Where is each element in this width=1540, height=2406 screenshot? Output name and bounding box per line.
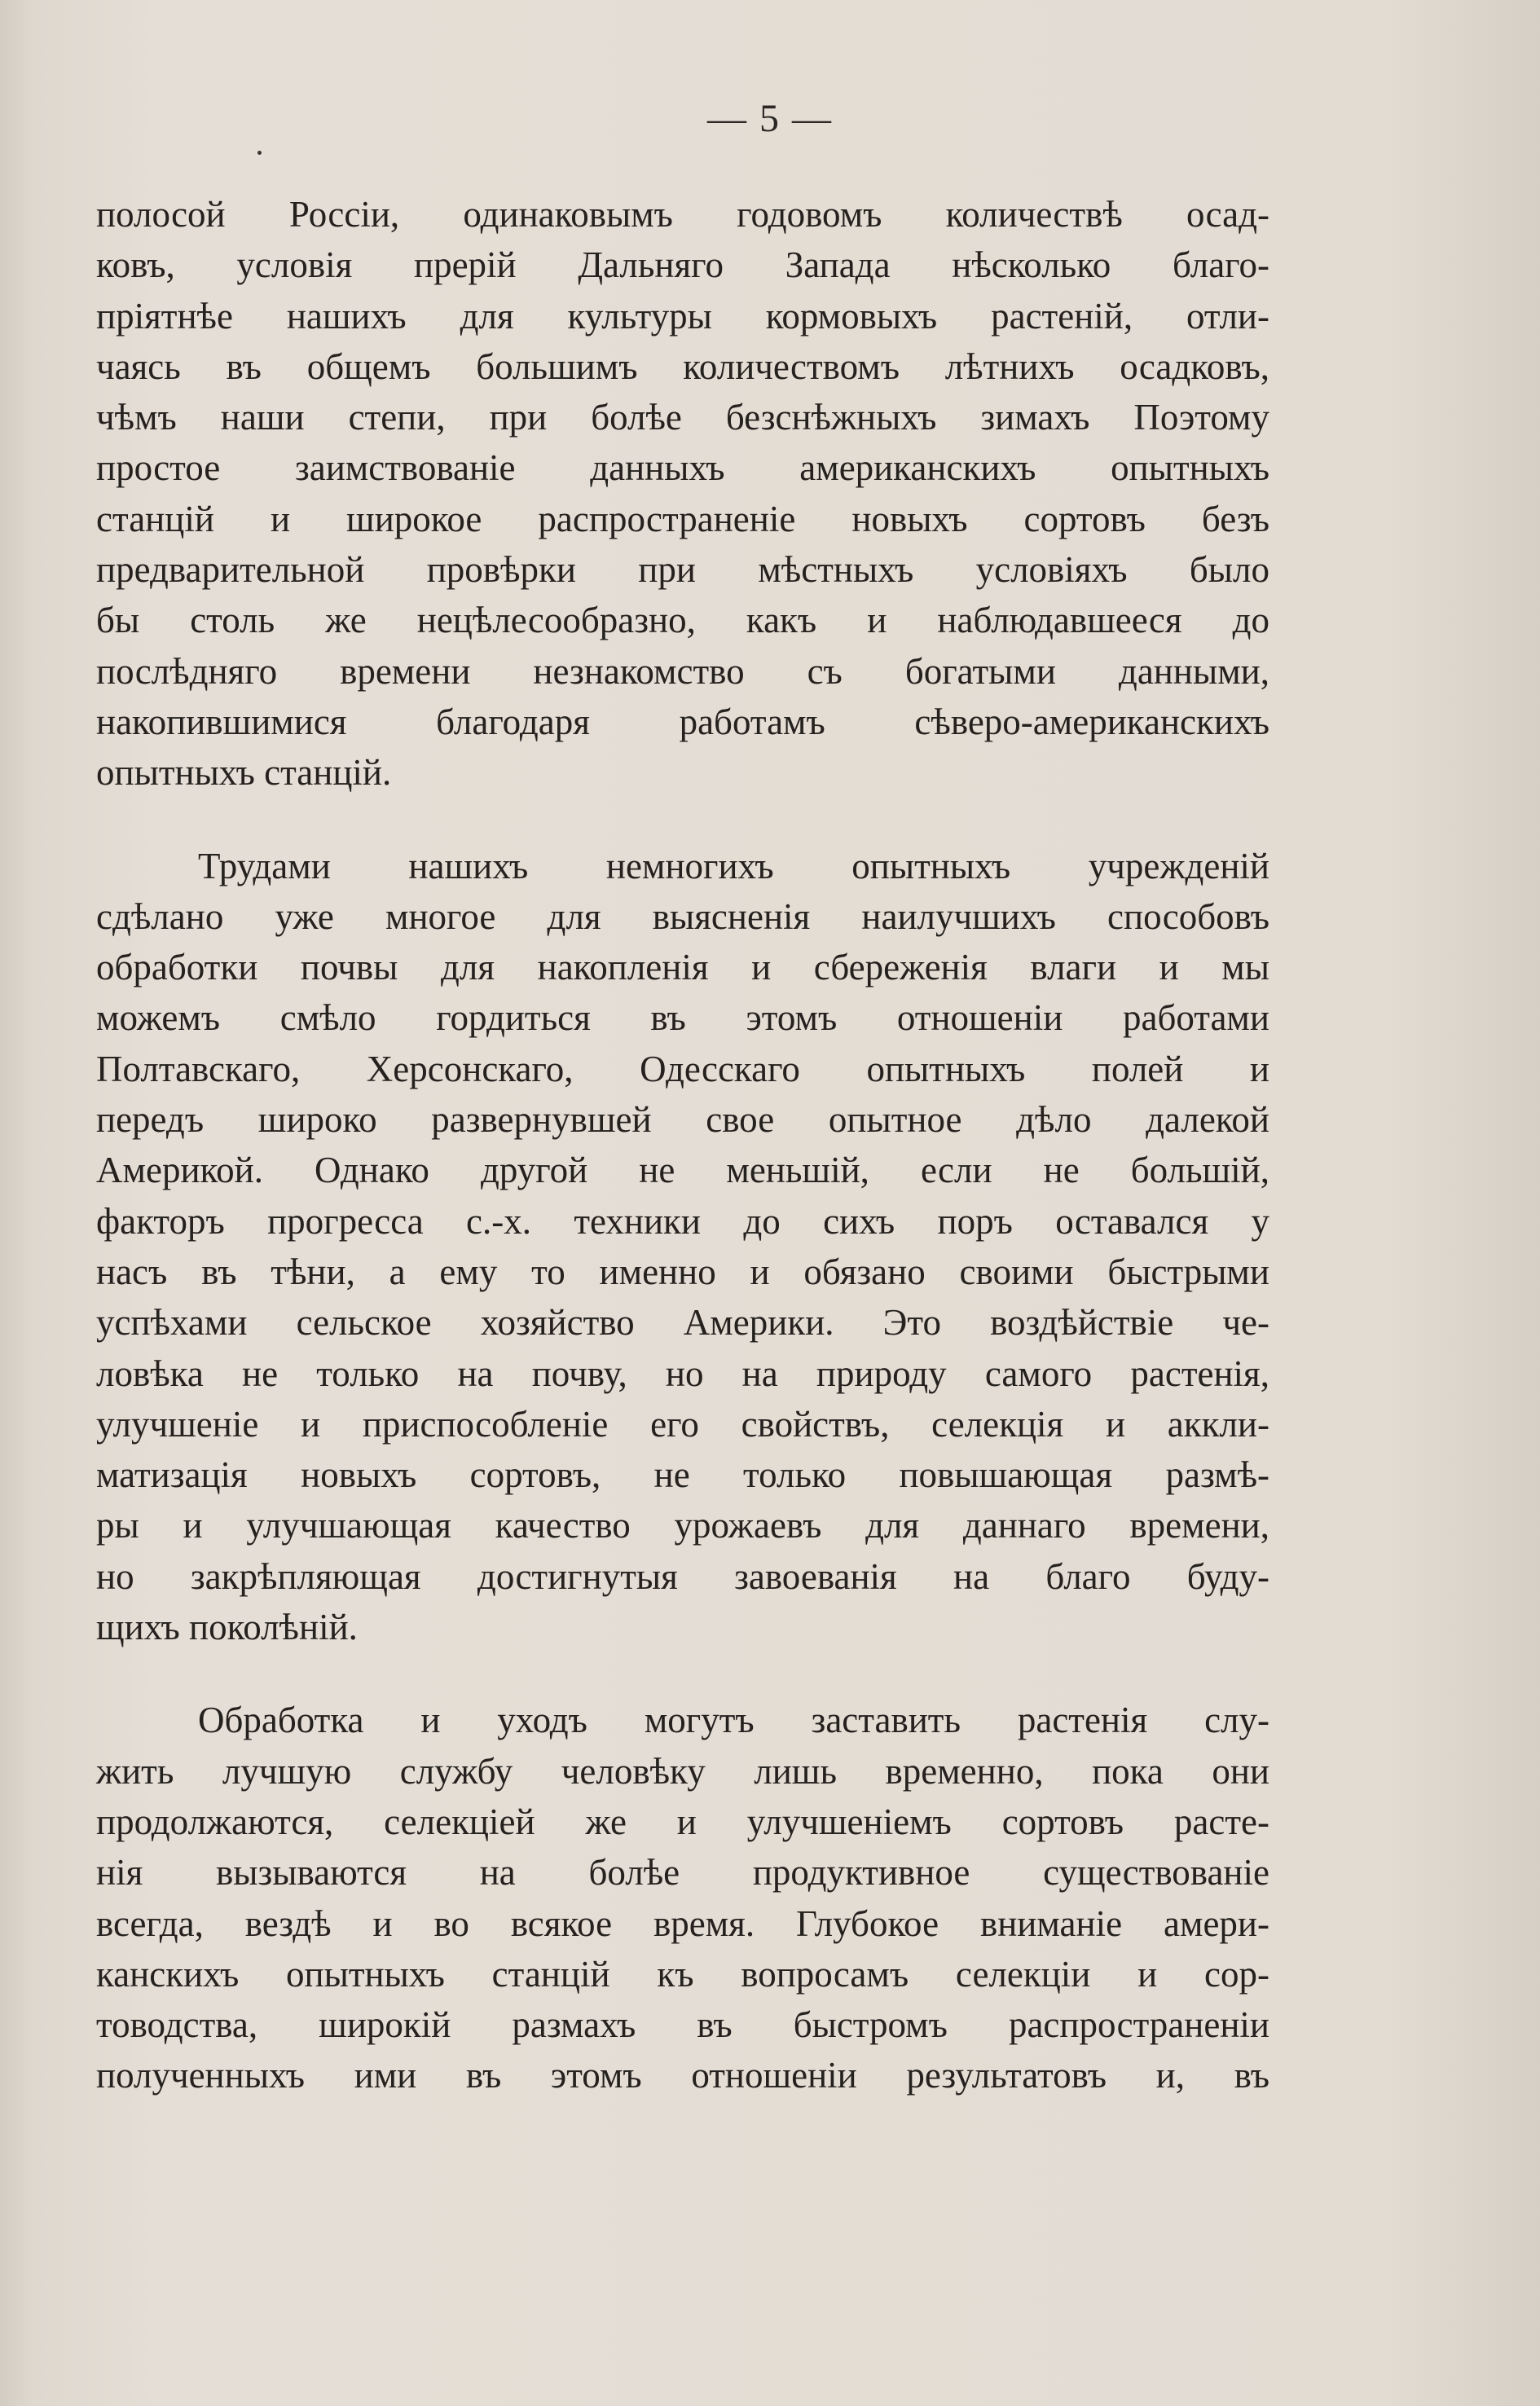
text-line: продолжаются, селекціей же и улучшеніемъ сортовъ расте-: [96, 1801, 1269, 1842]
page-number: — 5 —: [707, 97, 833, 140]
paragraph-3: [96, 1695, 1269, 2100]
text-line: чаясь въ общемъ большимъ количествомъ лѣтнихъ осадковъ,: [96, 345, 1269, 387]
text-line: обработки почвы для накопленія и сбереженія влаги и мы: [96, 947, 1269, 988]
text-line: успѣхами сельское хозяйство Америки. Это воздѣйствіе че-: [96, 1302, 1269, 1344]
text-line: товодства, широкій размахъ въ быстромъ распространеніи: [96, 2004, 1269, 2046]
text-line: накопившимися благодаря работамъ сѣверо-американскихъ: [96, 701, 1269, 742]
text-line: Обработка и уходъ могутъ заставить растенія слу-: [198, 1700, 1269, 1741]
ink-speck: [257, 151, 262, 155]
text-line: факторъ прогресса с.-х. техники до сихъ поръ оставался у: [96, 1200, 1269, 1242]
text-line: ры и улучшающая качество урожаевъ для даннаго времени,: [96, 1505, 1269, 1546]
text-line: Полтавскаго, Херсонскаго, Одесскаго опытныхъ полей и: [96, 1048, 1269, 1089]
text-line: полученныхъ ими въ этомъ отношеніи результатовъ и, въ: [96, 2055, 1269, 2096]
text-line: ковъ, условія прерій Дальняго Запада нѣсколько благо-: [96, 244, 1269, 286]
paragraph-1: [96, 189, 1269, 798]
text-line: пріятнѣе нашихъ для культуры кормовыхъ растеній, отли-: [96, 295, 1269, 336]
text-line: предварительной провѣрки при мѣстныхъ условіяхъ было: [96, 549, 1269, 591]
text-line: бы столь же нецѣлесообразно, какъ и наблюдавшееся до: [96, 600, 1269, 641]
text-line: станцій и широкое распространеніе новыхъ сортовъ безъ: [96, 498, 1269, 539]
text-line: канскихъ опытныхъ станцій къ вопросамъ селекціи и сор-: [96, 1953, 1269, 1995]
text-line: Америкой. Однако другой не меньшій, если не большій,: [96, 1150, 1269, 1191]
text-line: опытныхъ станцій.: [96, 752, 392, 794]
text-line: щихъ поколѣній.: [96, 1607, 358, 1648]
text-line: матизація новыхъ сортовъ, не только повышающая размѣ-: [96, 1454, 1269, 1496]
text-line: передъ широко развернувшей свое опытное дѣло далекой: [96, 1099, 1269, 1141]
text-line: ловѣка не только на почву, но на природу самого растенія,: [96, 1353, 1269, 1394]
text-line: нія вызываются на болѣе продуктивное существованіе: [96, 1852, 1269, 1894]
paragraph-2: [96, 841, 1269, 1653]
text-line: полосой Россіи, одинаковымъ годовомъ количествѣ осад-: [96, 194, 1269, 235]
text-line: простое заимствованіе данныхъ американскихъ опытныхъ: [96, 447, 1269, 489]
text-line: насъ въ тѣни, а ему то именно и обязано своими быстрыми: [96, 1251, 1269, 1292]
text-line: Трудами нашихъ немногихъ опытныхъ учрежденій: [198, 845, 1269, 886]
text-line: жить лучшую службу человѣку лишь временно, пока они: [96, 1750, 1269, 1792]
text-line: можемъ смѣло гордиться въ этомъ отношеніи работами: [96, 997, 1269, 1039]
text-line: чѣмъ наши степи, при болѣе безснѣжныхъ зимахъ Поэтому: [96, 397, 1269, 438]
body-text: [96, 189, 1269, 2101]
text-line: улучшеніе и приспособленіе его свойствъ, селекція и аккли-: [96, 1403, 1269, 1445]
text-line: послѣдняго времени незнакомство съ богатыми данными,: [96, 650, 1269, 692]
text-line: сдѣлано уже многое для выясненія наилучшихъ способовъ: [96, 895, 1269, 937]
text-line: но закрѣпляющая достигнутыя завоеванія на благо буду-: [96, 1555, 1269, 1597]
text-line: всегда, вездѣ и во всякое время. Глубокое вниманіе амери-: [96, 1902, 1269, 1944]
